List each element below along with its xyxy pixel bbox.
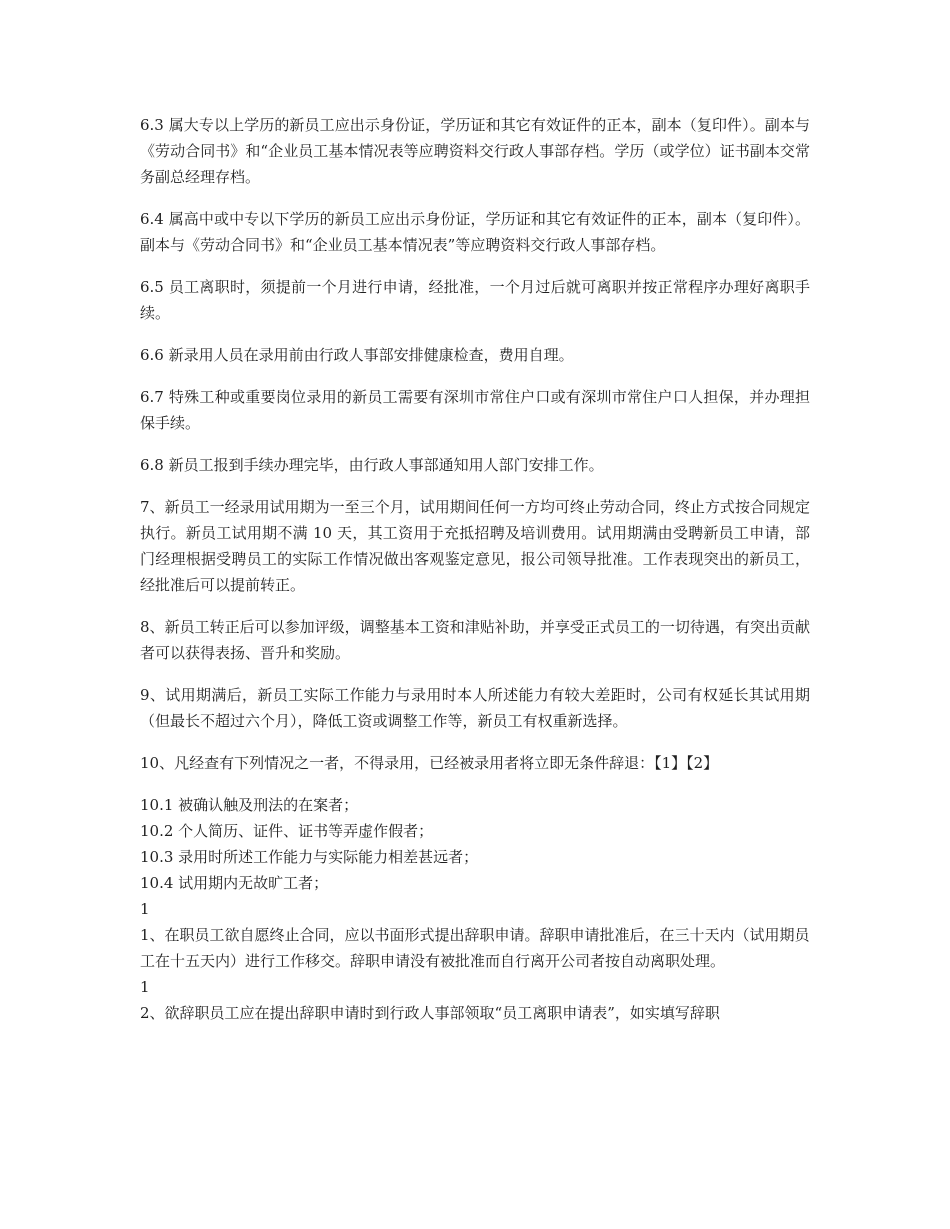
paragraph-6-8: 6.8 新员工报到手续办理完毕，由行政人事部通知用人部门安排工作。 [140,456,604,474]
list-item-10-2: 10.2 个人简历、证件、证书等弄虚作假者； [140,822,434,840]
paragraph-9: 9、试用期满后，新员工实际工作能力与录用时本人所述能力有较大差距时，公司有权延长其试用期（但最长不超过六个月），降低工资或调整工作等，新员工有权重新选择。 [140,686,810,730]
footnote-marker: 1 [140,900,150,918]
paragraph-6-4: 6.4 属高中或中专以下学历的新员工应出示身份证，学历证和其它有效证件的正本，副本（复印件）。副本与《劳动合同书》和“企业员工基本情况表”等应聘资料交行政人事部存档。 [140,210,810,254]
paragraph-10: 10、凡经查有下列情况之一者，不得录用，已经被录用者将立即无条件辞退：【1】【2】 [140,754,719,772]
list-item-10-4: 10.4 试用期内无故旷工者； [140,874,329,892]
list-item-10-1: 10.1 被确认触及刑法的在案者； [140,796,359,814]
resignation-item-2: 2、欲辞职员工应在提出辞职申请时到行政人事部领取“员工离职申请表”，如实填写辞职 [140,1004,720,1022]
paragraph-8: 8、新员工转正后可以参加评级，调整基本工资和津贴补助，并享受正式员工的一切待遇，有突出贡献者可以获得表扬、晋升和奖励。 [140,618,810,662]
resignation-item-1: 1、在职员工欲自愿终止合同，应以书面形式提出辞职申请。辞职申请批准后，在三十天内（试用期员工在十五天内）进行工作移交。辞职申请没有被批准而自行离开公司者按自动离职处理。 [140,926,810,970]
paragraph-7: 7、新员工一经录用试用期为一至三个月，试用期间任何一方均可终止劳动合同，终止方式按合同规定执行。新员工试用期不满 10 天，其工资用于充抵招聘及培训费用。试用期满由受聘新员工申请，部门经理根据受聘员工的实际工作情况做出客观鉴定意见，报公司领导批准。工作表现突出的新员工，经批准后可以提前转正。 [140,498,810,594]
paragraph-6-3: 6.3 属大专以上学历的新员工应出示身份证，学历证和其它有效证件的正本，副本（复印件）。副本与《劳动合同书》和“企业员工基本情况表等应聘资料交行政人事部存档。学历（或学位）证书副本交常务副总经理存档。 [140,116,810,186]
footnote-marker: 1 [140,978,150,996]
paragraph-6-6: 6.6 新录用人员在录用前由行政人事部安排健康检查，费用自理。 [140,346,574,364]
paragraph-6-5: 6.5 员工离职时，须提前一个月进行申请，经批准，一个月过后就可离职并按正常程序办理好离职手续。 [140,278,810,322]
document-page [140,112,810,1026]
dismissal-list [140,792,810,1026]
paragraph-6-7: 6.7 特殊工种或重要岗位录用的新员工需要有深圳市常住户口或有深圳市常住户口人担保，并办理担保手续。 [140,388,810,432]
list-item-10-3: 10.3 录用时所述工作能力与实际能力相差甚远者； [140,848,479,866]
